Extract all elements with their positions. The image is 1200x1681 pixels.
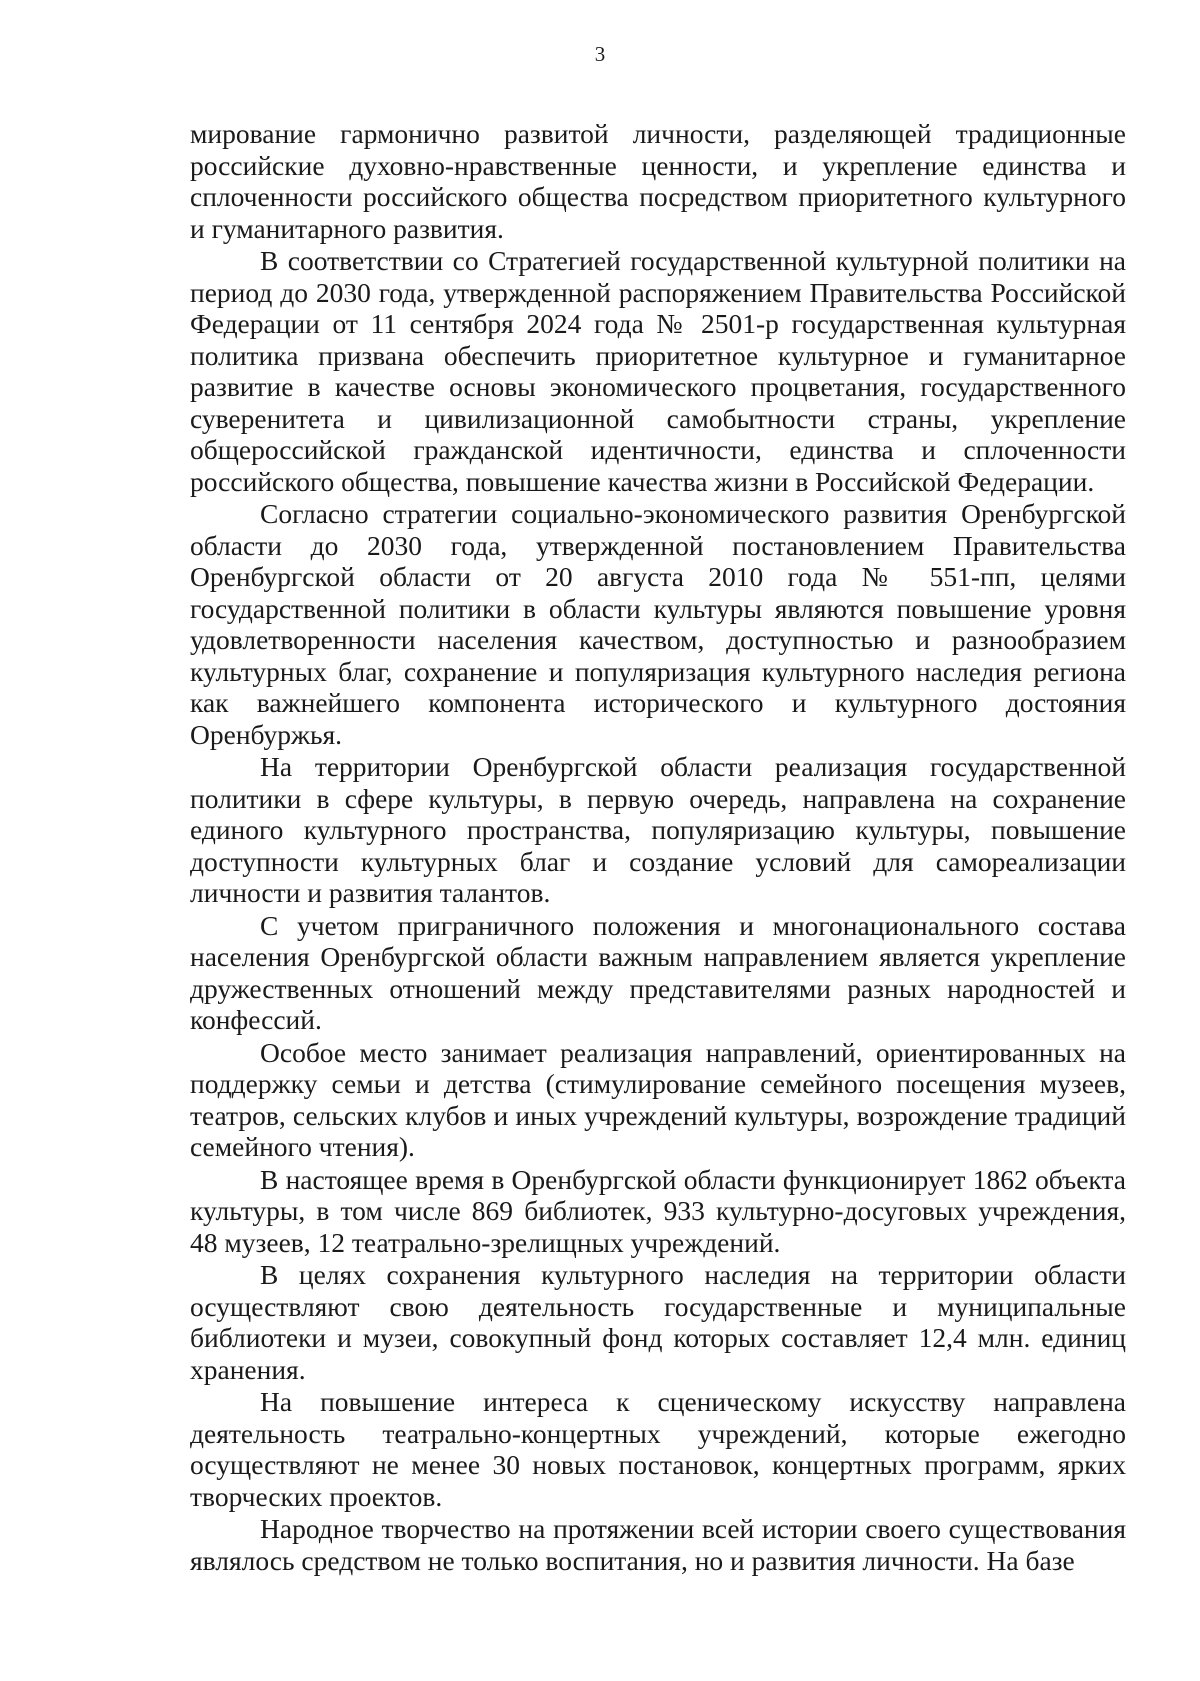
paragraph-3: Согласно стратегии социально-экономического развития Оренбургской области до 2030 года, утвержденной постановлением Правительства Оренбургской области от 20 августа 2010 года № 551-пп, целями государственной политики в области культуры являются повышение уровня удовлетворенности населения качеством, доступностью и разнообразием культурных благ, сохранение и популяризация культурного наследия региона как важнейшего компонента исторического и культурного достояния Оренбуржья. [190,498,1126,750]
page-number: 3 [594,42,606,66]
paragraph-7: В настоящее время в Оренбургской области функционирует 1862 объекта культуры, в том числе 869 библиотек, 933 культурно-досуговых учреждения, 48 музеев, 12 театрально-зрелищных учреждений. [190,1163,1126,1258]
paragraph-1: мирование гармонично развитой личности, разделяющей традиционные российские духовно-нравственные ценности, и укрепление единства и сплоченности российского общества посредством приоритетного культурного и гуманитарного развития. [190,118,1126,244]
paragraph-9: На повышение интереса к сценическому искусству направлена деятельность театрально-концертных учреждений, которые ежегодно осуществляют не менее 30 новых постановок, концертных программ, ярких творческих проектов. [190,1386,1126,1512]
paragraph-10: Народное творчество на протяжении всей истории своего существования являлось средством не только воспитания, но и развития личности. На базе [190,1513,1126,1576]
paragraph-6: Особое место занимает реализация направлений, ориентированных на поддержку семьи и детства (стимулирование семейного посещения музеев, театров, сельских клубов и иных учреждений культуры, возрождение традиций семейного чтения). [190,1036,1126,1162]
paragraph-8: В целях сохранения культурного наследия на территории области осуществляют свою деятельность государственные и муниципальные библиотеки и музеи, совокупный фонд которых составляет 12,4 млн. единиц хранения. [190,1259,1126,1385]
paragraph-2: В соответствии со Стратегией государственной культурной политики на период до 2030 года, утвержденной распоряжением Правительства Российской Федерации от 11 сентября 2024 года № 2501-р государственная культурная политика призвана обеспечить приоритетное культурное и гуманитарное развитие в качестве основы экономического процветания, государственного суверенитета и цивилизационной самобытности страны, укрепление общероссийской гражданской идентичности, единства и сплоченности российского общества, повышение качества жизни в Российской Федерации. [190,245,1126,497]
document-body [190,118,1126,1576]
paragraph-4: На территории Оренбургской области реализация государственной политики в сфере культуры, в первую очередь, направлена на сохранение единого культурного пространства, популяризацию культуры, повышение доступности культурных благ и создание условий для самореализации личности и развития талантов. [190,751,1126,908]
paragraph-5: С учетом приграничного положения и многонационального состава населения Оренбургской области важным направлением является укрепление дружественных отношений между представителями разных народностей и конфессий. [190,909,1126,1035]
